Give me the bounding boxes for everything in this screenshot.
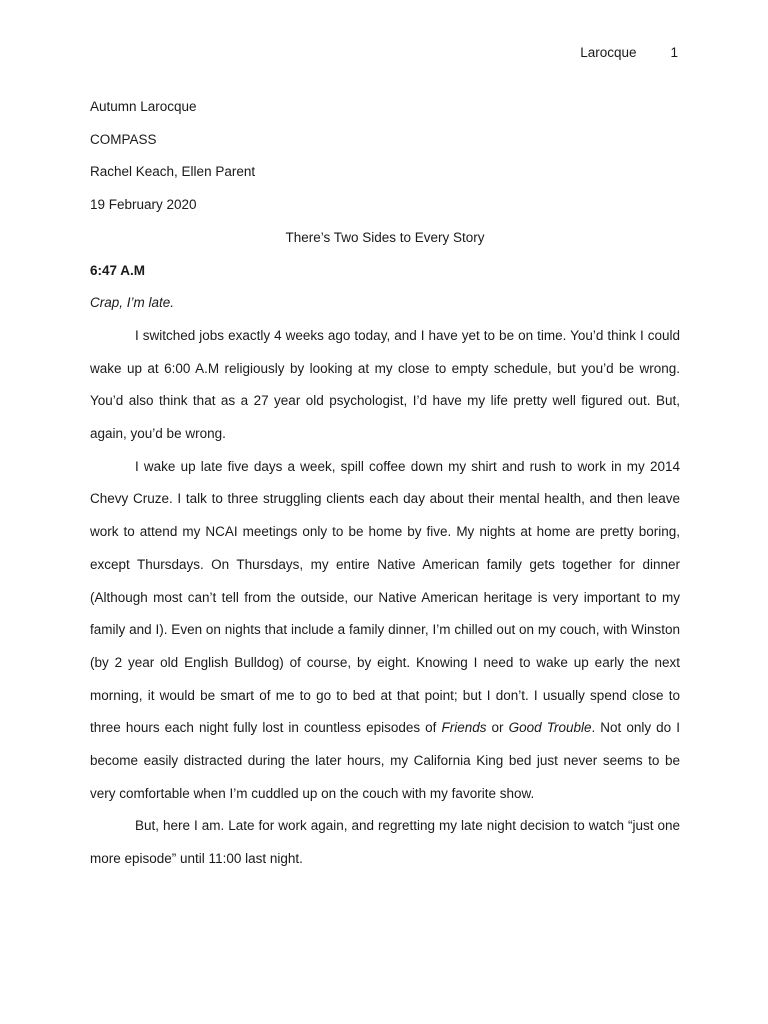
paragraph-2-text-a: I wake up late five days a week, spill coffee down my shirt and rush to work in my 2014 Chevy Cruze. I talk to three struggling clients each day about their mental health, and then leave work to attend my NCAI meetings only to be home by five. My nights at home are pretty boring, except Thursdays. On Thursdays, my entire Native American family gets together for dinner (Although most can’t tell from the outside, our Native American heritage is very important to my family and I). Even on nights that include a family dinner, I’m chilled out on my couch, with Winston (by 2 year old English Bulldog) of course, by eight. Knowing I need to wake up early the next morning, it would be smart of me to go to bed at that point; but I don’t. I usually spend close to three hours each night fully lost in countless episodes of [90, 458, 680, 736]
show-title-good-trouble: Good Trouble [508, 720, 592, 736]
paragraph-3: But, here I am. Late for work again, and regretting my late night decision to watch “just one more episode” until 11:00 last night. [90, 818, 680, 867]
document-title: There’s Two Sides to Every Story [285, 229, 485, 245]
section-time-heading: 6:47 A.M [90, 262, 146, 278]
document-date: 19 February 2020 [90, 197, 197, 213]
student-name: Autumn Larocque [90, 99, 197, 114]
document-body [90, 91, 680, 876]
instructor-names: Rachel Keach, Ellen Parent [90, 164, 256, 180]
paragraph-1: I switched jobs exactly 4 weeks ago today, and I have yet to be on time. You’d think I could wake up at 6:00 A.M religiously by looking at my close to empty schedule, but you’d be wrong. You’d also think that as a 27 year old psychologist, I’d have my life pretty well figured out. But, again, you’d be wrong. [90, 327, 680, 442]
paragraph-2 [90, 451, 680, 811]
running-header [580, 45, 678, 60]
show-title-friends: Friends [441, 720, 487, 736]
header-author-name: Larocque [580, 45, 637, 60]
paragraph-2-text-b: . Not only do I become easily distracted during the later hours, my California King bed just never seems to be very comfortable when I’m cuddled up on the couch with my favorite show. [90, 720, 680, 801]
course-name: COMPASS [90, 131, 157, 147]
opening-thought: Crap, I’m late. [90, 295, 175, 311]
page-number: 1 [670, 45, 678, 60]
paragraph-2-conjunction: or [486, 720, 509, 736]
